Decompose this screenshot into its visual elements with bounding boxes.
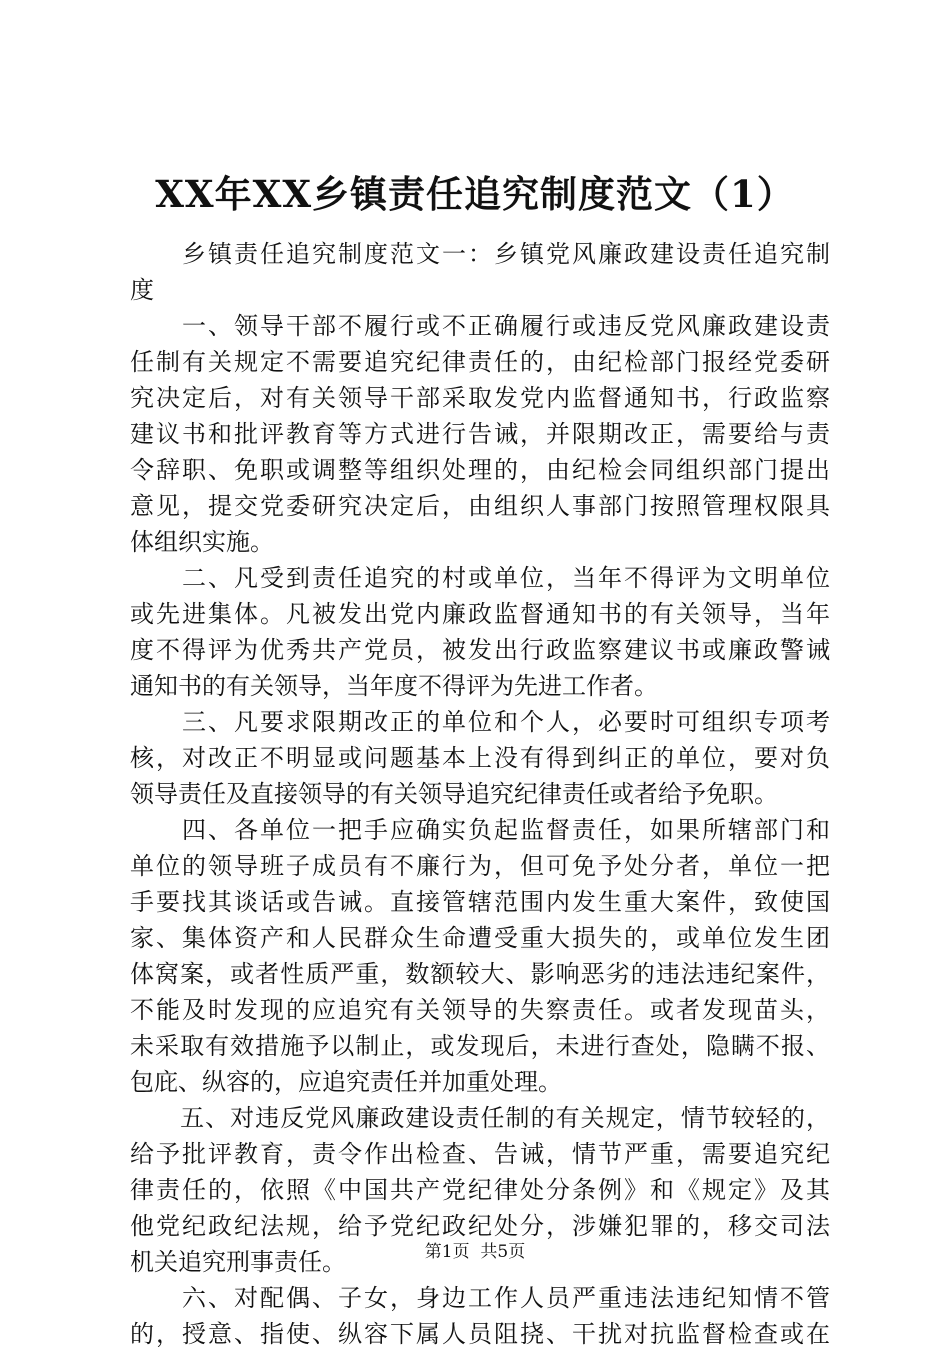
body-line: 度不得评为优秀共产党员，被发出行政监察建议书或廉政警诫 [130,636,830,664]
page-footer [0,1240,950,1264]
body-line: 度 [130,276,154,304]
body-line: 究决定后，对有关领导干部采取发党内监督通知书，行政监察 [130,384,830,412]
body-line: 不能及时发现的应追究有关领导的失察责任。或者发现苗头， [130,996,830,1024]
body-line: 任制有关规定不需要追究纪律责任的，由纪检部门报经党委研 [130,348,830,376]
body-line: 意见，提交党委研究决定后，由组织人事部门按照管理权限具 [130,492,830,520]
body-line: 五、对违反党风廉政建设责任制的有关规定，情节较轻的， [130,1104,830,1132]
body-line: 领导责任及直接领导的有关领导追究纪律责任或者给予免职。 [130,780,778,808]
body-line: 未采取有效措施予以制止，或发现后，未进行查处，隐瞒不报、 [130,1032,830,1060]
body-line: 家、集体资产和人民群众生命遭受重大损失的，或单位发生团 [130,924,830,952]
body-line: 体窝案，或者性质严重，数额较大、影响恶劣的违法违纪案件， [130,960,830,988]
body-line: 单位的领导班子成员有不廉行为，但可免予处分者，单位一把 [130,852,830,880]
footer-separator [470,1242,481,1262]
body-line: 他党纪政纪法规，给予党纪政纪处分，涉嫌犯罪的，移交司法 [130,1212,830,1240]
body-line: 律责任的，依照《中国共产党纪律处分条例》和《规定》及其 [130,1176,830,1204]
document-title: XX年XX乡镇责任追究制度范文（1） [155,172,795,216]
body-line: 二、凡受到责任追究的村或单位，当年不得评为文明单位 [130,564,830,592]
body-line: 令辞职、免职或调整等组织处理的，由纪检会同组织部门提出 [130,456,830,484]
body-line: 或先进集体。凡被发出党内廉政监督通知书的有关领导，当年 [130,600,830,628]
body-line: 的，授意、指使、纵容下属人员阻挠、干扰对抗监督检查或在 [130,1320,830,1348]
body-line: 一、领导干部不履行或不正确履行或违反党风廉政建设责 [130,312,830,340]
page-number: 第1页 [424,1242,470,1262]
body-line: 机关追究刑事责任。 [130,1248,346,1276]
body-line: 四、各单位一把手应确实负起监督责任，如果所辖部门和 [130,816,830,844]
body-line: 乡镇责任追究制度范文一：乡镇党风廉政建设责任追究制 [130,240,830,268]
body-line: 六、对配偶、子女，身边工作人员严重违法违纪知情不管 [130,1284,830,1312]
page-total: 共5页 [480,1242,526,1262]
document-body [130,236,830,1352]
body-line: 手要找其谈话或告诫。直接管辖范围内发生重大案件，致使国 [130,888,830,916]
body-line: 建议书和批评教育等方式进行告诫，并限期改正，需要给与责 [130,420,830,448]
body-line: 三、凡要求限期改正的单位和个人，必要时可组织专项考 [130,708,830,736]
body-line: 核，对改正不明显或问题基本上没有得到纠正的单位，要对负 [130,744,830,772]
body-line: 体组织实施。 [130,528,274,556]
body-line: 给予批评教育，责令作出检查、告诫，情节严重，需要追究纪 [130,1140,830,1168]
body-line: 包庇、纵容的，应追究责任并加重处理。 [130,1068,562,1096]
body-line: 通知书的有关领导，当年度不得评为先进工作者。 [130,672,658,700]
